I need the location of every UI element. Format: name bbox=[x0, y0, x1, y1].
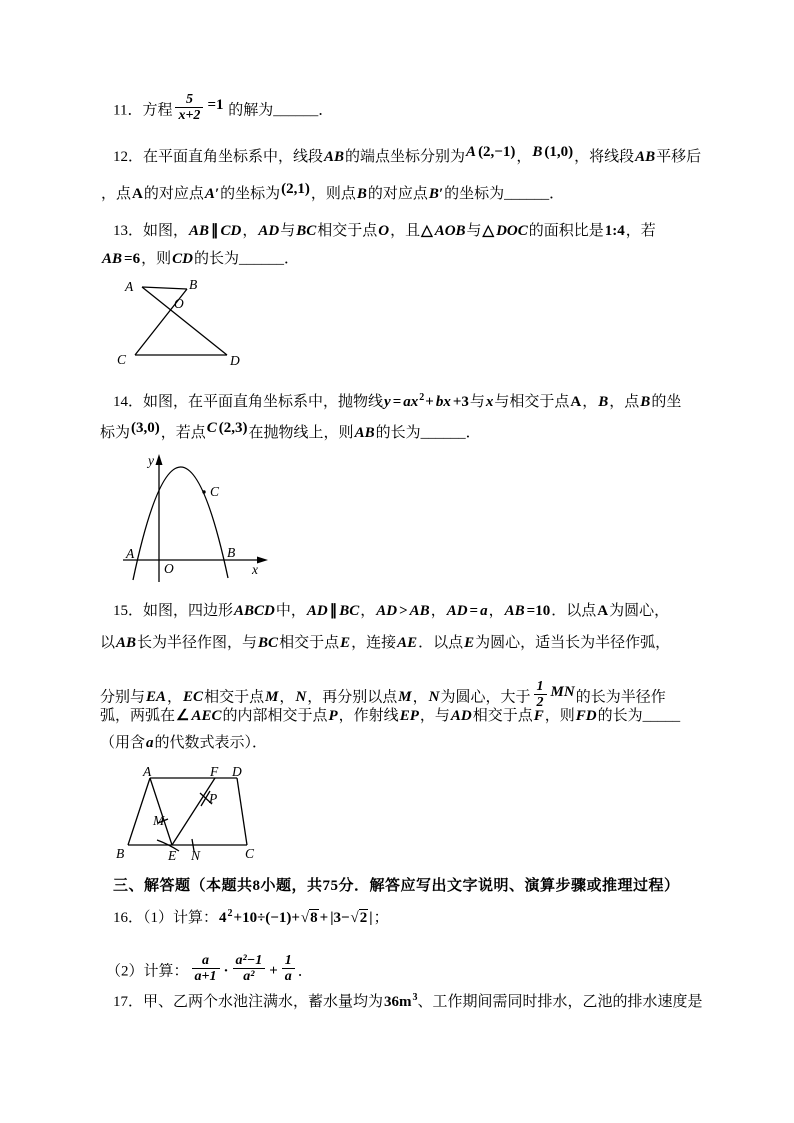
fraction-numerator: 5 bbox=[185, 92, 193, 107]
text-run: B bbox=[640, 394, 651, 410]
text-run: BC bbox=[296, 223, 317, 239]
text-run: =1 bbox=[207, 97, 224, 114]
text-run: > bbox=[399, 603, 408, 619]
text-run: DOC bbox=[496, 223, 528, 239]
text-run: A bbox=[570, 394, 582, 410]
text-run: =6 bbox=[124, 251, 141, 267]
label-y: y bbox=[148, 453, 154, 468]
question-15-line-2 bbox=[100, 633, 670, 654]
text-run: 13．如图， bbox=[113, 223, 189, 239]
text-run: EP bbox=[399, 708, 419, 724]
text-run: ，再分别以点 bbox=[307, 689, 398, 706]
text-run: 2 bbox=[227, 908, 233, 919]
text-run: 的内部相交于点 bbox=[222, 708, 328, 724]
text-run: 与相交于点 bbox=[494, 394, 570, 410]
text-run: O bbox=[378, 223, 390, 239]
text-run: |3− bbox=[330, 910, 350, 926]
text-run: EC bbox=[183, 689, 204, 706]
text-run: ．以点 bbox=[418, 635, 464, 651]
text-run: CD bbox=[220, 223, 242, 239]
label-C: C bbox=[245, 846, 255, 861]
text-run: AB bbox=[116, 635, 137, 651]
text-run: + bbox=[319, 910, 329, 926]
text-run: 弧，两弧在 bbox=[100, 708, 176, 724]
text-run: (2,3) bbox=[218, 420, 248, 436]
label-A: A bbox=[125, 279, 134, 294]
text-run: P bbox=[328, 708, 338, 724]
text-run: 的解为______． bbox=[224, 102, 334, 119]
text-run: | bbox=[369, 910, 373, 926]
label-N: N bbox=[191, 848, 201, 863]
text-run: MN bbox=[550, 684, 575, 701]
text-run: AD bbox=[258, 223, 280, 239]
label-D: D bbox=[230, 353, 240, 368]
text-run: AD bbox=[446, 603, 468, 619]
fraction-denominator: 2 bbox=[534, 694, 547, 710]
text-run: ， bbox=[412, 689, 428, 706]
text-run: AOB bbox=[434, 223, 466, 239]
text-run: ∥ bbox=[329, 603, 338, 619]
question-12-line-2 bbox=[101, 181, 565, 205]
text-run: E bbox=[340, 635, 351, 651]
text-run: ，与 bbox=[419, 708, 450, 724]
text-run: ∥ bbox=[211, 223, 219, 239]
text-run: M bbox=[398, 689, 412, 706]
text-run: a bbox=[146, 735, 154, 751]
text-run: 平移后 bbox=[656, 149, 702, 165]
text-run: AB bbox=[354, 425, 375, 441]
text-run: ； bbox=[373, 910, 389, 926]
fraction bbox=[175, 92, 203, 124]
text-run: y bbox=[384, 394, 391, 410]
text-run: A′ bbox=[204, 186, 220, 202]
text-run: 17．甲、乙两个水池注满水，蓄水量均为 bbox=[113, 994, 384, 1010]
text-run: 相交于点 bbox=[317, 223, 378, 239]
text-run: AD bbox=[306, 603, 328, 619]
question-15-line-4 bbox=[100, 706, 680, 727]
text-run: AB bbox=[504, 603, 525, 619]
question-11 bbox=[113, 92, 334, 127]
text-run: 的长为______． bbox=[375, 425, 481, 441]
text-run: ，若点 bbox=[160, 425, 206, 441]
text-run: A bbox=[132, 186, 143, 202]
segment-AD bbox=[142, 287, 227, 355]
label-E: E bbox=[168, 848, 177, 863]
text-run: ， bbox=[488, 603, 504, 619]
fraction-numerator: a²−1 bbox=[235, 953, 263, 968]
text-run: ，作射线 bbox=[338, 708, 399, 724]
x-axis-arrow bbox=[257, 557, 268, 564]
text-run: 15．如图，四边形 bbox=[113, 603, 234, 619]
question-15-line-5 bbox=[100, 733, 267, 754]
fraction-denominator: a² bbox=[233, 968, 266, 984]
text-run: ∠ bbox=[176, 708, 190, 724]
question-16-part-1 bbox=[113, 908, 389, 930]
fraction-numerator: 1 bbox=[284, 953, 292, 968]
text-run: + bbox=[269, 963, 278, 980]
label-M: M bbox=[153, 813, 165, 828]
text-run: ．以点 bbox=[551, 603, 597, 619]
segment-AB bbox=[128, 778, 150, 845]
text-run: ， bbox=[516, 149, 532, 165]
text-run: ax bbox=[403, 394, 419, 410]
label-D: D bbox=[232, 764, 242, 779]
text-run: = bbox=[392, 394, 402, 410]
text-run: 相交于点 bbox=[279, 635, 340, 651]
label-B: B bbox=[116, 846, 125, 861]
text-run: A bbox=[597, 603, 609, 619]
text-run: (3,0) bbox=[131, 420, 160, 436]
text-run: 的面积比是 bbox=[528, 223, 604, 239]
question-14-line-2 bbox=[100, 420, 481, 444]
text-run: 标为 bbox=[100, 425, 131, 441]
text-run: =10 bbox=[526, 603, 551, 619]
text-run: △ bbox=[421, 223, 433, 239]
point-C bbox=[202, 490, 205, 493]
question-15-line-1 bbox=[113, 601, 669, 622]
fraction bbox=[233, 953, 266, 985]
radical-sign: √ bbox=[350, 910, 359, 926]
segment-AB bbox=[142, 287, 187, 289]
text-run: B′ bbox=[428, 186, 444, 202]
text-run: 长为半径作图，与 bbox=[137, 635, 258, 651]
text-run: ABCD bbox=[234, 603, 275, 619]
text-run: 相交于点 bbox=[472, 708, 533, 724]
text-run: BC bbox=[339, 603, 360, 619]
text-run: ，点 bbox=[609, 394, 640, 410]
text-run: (2,1) bbox=[281, 181, 310, 197]
text-run: ，则 bbox=[141, 251, 172, 267]
text-run: （2）计算： bbox=[106, 963, 189, 980]
label-B: B bbox=[227, 545, 236, 560]
fraction bbox=[282, 953, 295, 985]
text-run: 16．（1）计算： bbox=[113, 910, 219, 926]
fraction-numerator: 1 bbox=[536, 679, 544, 694]
label-x: x bbox=[252, 562, 258, 577]
text-run: ． bbox=[297, 963, 313, 980]
label-P: P bbox=[209, 791, 218, 806]
text-run: F bbox=[533, 708, 544, 724]
text-run: ，则 bbox=[544, 708, 575, 724]
question-14-line-1 bbox=[113, 392, 681, 414]
fraction bbox=[192, 953, 220, 985]
text-run: B bbox=[356, 186, 367, 202]
text-run: +3 bbox=[452, 394, 469, 410]
label-O: O bbox=[174, 296, 184, 311]
text-run: ， bbox=[279, 689, 295, 706]
text-run: (1,0) bbox=[544, 144, 574, 160]
radical-sign: √ bbox=[300, 910, 310, 926]
text-run: AB bbox=[324, 149, 345, 165]
text-run: = bbox=[469, 603, 479, 619]
text-run: 36m bbox=[384, 994, 412, 1010]
text-run: 与 bbox=[466, 223, 482, 239]
text-run: ，则点 bbox=[310, 186, 356, 202]
text-run: bx bbox=[435, 394, 451, 410]
segment-AE bbox=[150, 778, 172, 845]
label-C: C bbox=[210, 484, 220, 499]
radicand: 8 bbox=[310, 910, 318, 926]
text-run: E bbox=[464, 635, 475, 651]
text-run: 相交于点 bbox=[204, 689, 265, 706]
segment-DC bbox=[237, 778, 247, 845]
text-run: EA bbox=[146, 689, 167, 706]
question-13-line-2 bbox=[101, 249, 299, 270]
text-run: 的端点坐标分别为 bbox=[345, 149, 466, 165]
text-run: 12．在平面直角坐标系中，线段 bbox=[113, 149, 324, 165]
section-3-title bbox=[113, 876, 680, 897]
text-run: N bbox=[428, 689, 440, 706]
text-run: + bbox=[425, 394, 434, 410]
text-run: BC bbox=[258, 635, 279, 651]
text-run: 为圆心，大于 bbox=[440, 689, 531, 706]
text-run: AD bbox=[450, 708, 472, 724]
text-run: 与 bbox=[469, 394, 485, 410]
text-run: FD bbox=[575, 708, 597, 724]
text-run: 的长为______． bbox=[193, 251, 299, 267]
text-run: 为圆心，适当长为半径作弧， bbox=[475, 635, 671, 651]
radicand: 2 bbox=[359, 910, 368, 926]
text-run: 2 bbox=[419, 392, 425, 403]
question-17 bbox=[113, 992, 703, 1014]
figure-q13-triangles bbox=[115, 276, 255, 371]
label-F: F bbox=[210, 764, 219, 779]
fraction-numerator: a bbox=[202, 953, 209, 968]
text-run: 11．方程 bbox=[113, 102, 173, 119]
text-run: ，连接 bbox=[351, 635, 397, 651]
fraction-denominator: a bbox=[282, 968, 295, 984]
figure-q14-parabola bbox=[112, 452, 282, 592]
label-A: A bbox=[126, 546, 135, 561]
text-run: 以 bbox=[100, 635, 116, 651]
text-run: 与 bbox=[280, 223, 296, 239]
text-run: （用含 bbox=[100, 735, 146, 751]
text-run: AD bbox=[376, 603, 398, 619]
sqrt-expression bbox=[351, 909, 369, 926]
text-run: AB bbox=[189, 223, 210, 239]
text-run: 4 bbox=[219, 910, 227, 926]
text-run: B bbox=[532, 144, 543, 160]
text-run: CD bbox=[172, 251, 193, 267]
text-run: AB bbox=[409, 603, 430, 619]
text-run: ， bbox=[360, 603, 376, 619]
text-run: +10÷(−1)+ bbox=[233, 910, 300, 926]
label-O: O bbox=[164, 561, 174, 576]
text-run: 中， bbox=[275, 603, 306, 619]
question-16-part-2 bbox=[106, 953, 313, 988]
label-B: B bbox=[189, 277, 198, 292]
text-run: △ bbox=[482, 223, 495, 239]
text-run: 在抛物线上，则 bbox=[248, 425, 354, 441]
text-run: AB bbox=[102, 251, 123, 267]
figure-q15-trapezoid bbox=[115, 764, 265, 864]
text-run: 3 bbox=[412, 992, 418, 1003]
question-12-line-1 bbox=[113, 144, 702, 168]
fraction-denominator: x+2 bbox=[175, 107, 203, 123]
text-run: B bbox=[598, 394, 609, 410]
label-A: A bbox=[143, 764, 152, 779]
text-run: AB bbox=[635, 149, 656, 165]
text-run: 的对应点 bbox=[143, 186, 204, 202]
text-run: 14．如图，在平面直角坐标系中，抛物线 bbox=[113, 394, 384, 410]
sqrt-expression bbox=[301, 909, 319, 926]
y-axis-arrow bbox=[156, 454, 163, 465]
text-run: AEC bbox=[191, 708, 222, 724]
label-C: C bbox=[117, 352, 127, 367]
fraction-denominator: a+1 bbox=[192, 968, 220, 984]
text-run: (2,−1) bbox=[478, 144, 516, 160]
text-run: M bbox=[265, 689, 279, 706]
question-13-line-1 bbox=[113, 221, 656, 242]
text-run: ， bbox=[167, 689, 183, 706]
text-run: 的坐 bbox=[651, 394, 682, 410]
text-run: AE bbox=[397, 635, 418, 651]
text-run: 的长为_____ bbox=[597, 708, 681, 724]
text-run: ，点 bbox=[101, 186, 132, 202]
text-run: 的对应点 bbox=[367, 186, 428, 202]
text-run: 为圆心， bbox=[609, 603, 670, 619]
text-run: 分别与 bbox=[100, 689, 146, 706]
text-run: ，将线段 bbox=[574, 149, 635, 165]
text-run: C bbox=[206, 420, 217, 436]
text-run: x bbox=[485, 394, 494, 410]
text-run: ， bbox=[582, 394, 598, 410]
text-run: 1:4 bbox=[604, 223, 625, 239]
text-run: 、工作期间需同时排水，乙池的排水速度是 bbox=[417, 994, 703, 1010]
text-run: 的坐标为______． bbox=[444, 186, 565, 202]
text-run: 三、解答题（本题共8小题，共75分．解答应写出文字说明、演算步骤或推理过程） bbox=[113, 878, 680, 894]
text-run: A bbox=[466, 144, 477, 160]
text-run: 的坐标为 bbox=[220, 186, 281, 202]
text-run: ，若 bbox=[625, 223, 656, 239]
text-run: 的长为半径作 bbox=[575, 689, 666, 706]
ray-EP-to-F bbox=[172, 778, 218, 845]
text-run: ，且 bbox=[390, 223, 421, 239]
text-run: ， bbox=[242, 223, 258, 239]
text-run: · bbox=[223, 963, 229, 980]
text-run: ， bbox=[430, 603, 446, 619]
text-run: N bbox=[295, 689, 307, 706]
text-run: a bbox=[480, 603, 488, 619]
text-run: 的代数式表示）． bbox=[154, 735, 268, 751]
